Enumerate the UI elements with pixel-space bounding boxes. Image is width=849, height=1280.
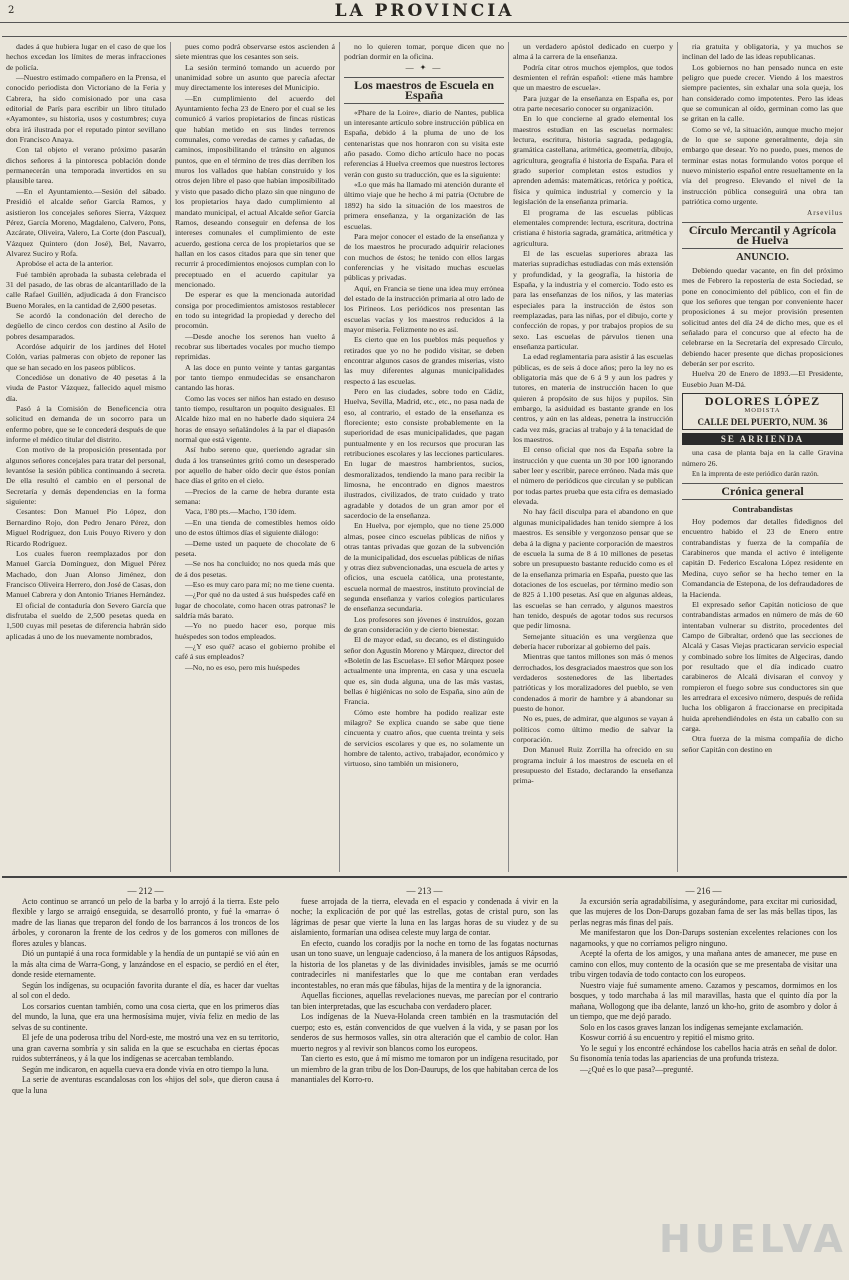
- paragraph: —¿Qué es lo que pasa?—pregunté.: [580, 1064, 694, 1074]
- paragraph: La sesión terminó tomando un acuerdo por unanimidad sobre un asunto que parecía afectar muy directamente los intereses del Municipio.: [175, 62, 335, 93]
- paragraph: No hay fácil disculpa para el abandono en que algunas municipalidades han tenido siempre á los maestros. Es sensible y vergonzoso pensar que se deba á la digna y paciente corporación de maestros de escuela la suma de 8 á 10 millones de pesetas sobre un presupuesto bastante reducido como es el de la enseñanza primaria en España, puesto que las dotaciones de los escuelas, por término medio son de 825 á 1.100 pesetas. Así que en algunas aldeas, las escuelas se han cerrado, y algunos maestros han tenido, después de agotar todos sus recursos que pedir limosna.: [513, 507, 673, 631]
- arrienda-banner: SE ARRIENDA: [682, 433, 843, 445]
- paragraph: Para mejor conocer el estado de la enseñanza y de los maestros he procurado adquirir relaciones con muchos de éstos; he tenido con ellos largas conferencias y he visitado muchas escuelas públicas y privadas.: [344, 231, 504, 283]
- paragraph: La serie de aventuras escandalosas con los «hijos del sol», que dieron causa á que la luna: [12, 1075, 279, 1095]
- folletin-column-1-body: [12, 897, 279, 1097]
- paragraph: El de las escuelas superiores abraza las materias supradichas estudiadas con más extensión y profundidad, y la geografía, la historia de España, y la industria y el comercio. Todo esto es para las enseñanzas de los niños, y las materias especiales para la instrucción de éstos son reemplazadas, para las niñas, por el dibujo, corte y confección de ropas, y por trabajos propios de su sexo. Las escuelas de párvulos tienen una enseñanza particular.: [513, 248, 673, 351]
- paragraph: fuese arrojada de la tierra, elevada en el espacio y condenada á vivir en la noche; la explicación de por qué las estrellas, gotas de cristal puro, son las lágrimas de pesar que vierte la luna en las largas horas de su viudez y de su aislamiento, formarían una odisea celeste muy larga de contar.: [291, 896, 558, 937]
- paragraph: Acto continuo se arrancó un pelo de la barba y lo arrojó á la tierra. Este pelo flexible y largo se arraigó enseguida, se desarrolló pronto, y fué la «marra» ó madre de las lianas que treparon del fondo de los barrancos á los troncos de los árboles, y coronaron la frente de los cedros y de los gomeros con millones de flores azules y blancas.: [12, 896, 279, 948]
- paragraph: —Eso es muy caro para mí; no me tiene cuenta.: [185, 579, 335, 589]
- paragraph: Con tal objeto el verano próximo pasarán dichos señores á la pintoresca población donde permanecerán una temporada invertidos en su plausible tarea.: [6, 145, 166, 186]
- paragraph: El censo oficial que nos da España sobre la instrucción y que cuenta un 30 por 100 ignorando saber leer y escribir, parece erróneo. Nada más que el número de periódicos que circulan y se publican por todas partes prueba que esta cifra es demasiado elevada.: [513, 445, 673, 507]
- paragraph: —Yo no puedo hacer eso, porque mis huéspedes son todos empleados.: [175, 621, 335, 641]
- paragraph: Los cuales fueron reemplazados por don Manuel García Domínguez, don Miguel Pérez Machado, don Juan Alonso Jiménez, don Francisco Oliveira Herrero, don José de Casas, don Manuel Cabrera y don Antonio Trianes Hernández.: [6, 548, 167, 600]
- folletin-column-2: [285, 886, 564, 1274]
- paragraph: Los gobiernos no han pensado nunca en este peligro que puede crecer. Viendo á los maestros siempre pacientes, sin exhalar una sola queja, los han considerado como impotentes. Pero las ideas que se comunican al oído, germinan como las que se gritan en la calle.: [682, 62, 843, 124]
- paragraph: Aprobóse el acta de la anterior.: [16, 259, 113, 269]
- paragraph: Podría citar otros muchos ejemplos, que todos desmienten el refrán español: «tiene más hambre que un maestro de escuela».: [513, 62, 673, 93]
- paragraph: Para juzgar de la enseñanza en España es, por otra parte necesario conocer su organización.: [513, 93, 673, 114]
- paragraph: No es, pues, de admirar, que algunos se vayan á políticos como último medio de salvar la corporación.: [513, 714, 673, 745]
- paragraph: Cesantes: Don Manuel Pío López, don Bernardino Rojo, don Pedro Jenaro Pérez, don Miguel Rodríguez, don Luis Pouyo Rivero y don Ricardo Rodríguez.: [6, 507, 166, 548]
- cronica-heading: Crónica general: [682, 483, 843, 499]
- paragraph: Los indígenas de la Nueva-Holanda creen también en la trasmutación del cuerpo; esto es, están convencidos de que vuelven á la vida, y se pasan por los senderos de sus hermosos valles, sin otra alteración que el cambio de color. Han muerto negros y al revivir son blancos como los europeos.: [291, 1012, 558, 1053]
- arrienda-text: una casa de planta baja en la calle Gravina número 26.: [682, 448, 843, 468]
- paragraph: Me manifestaron que los Don-Darups sostenían excelentes relaciones con los nagarnooks, y que no corríamos peligro ninguno.: [570, 928, 837, 948]
- paragraph: Pero en las ciudades, sobre todo en Cádiz, Huelva, Sevilla, Madrid, etc., etc., no pasa nada de eso, al contrario, el estado de la enseñanza es floreciente; esto consiste probablemente en la superioridad de esas municipalidades, que pagan puntualmente y en los recursos que procuran las retribuciones escolares y las lecciones particulares. En lugar de maestros hambrientos, sucios, desmoralizados, tendiendo la mano para recibir la limosna, he encontrado en dignos maestros ilustrados, civilizados, de trato cuidado y trato agradable y dotados de un gran amor por el sacerdocio de la enseñanza.: [344, 387, 504, 521]
- paragraph: Huelva 20 de Enero de 1893.—El Presidente, Eusebio Juan M-Dá.: [682, 369, 843, 389]
- paragraph: Acepté la oferta de los amigos, y una mañana antes de amanecer, me puse en camino con ellos, muy contento de la ocasión que se me presentaba de visitar una tribu virgen todavía de todo contacto con los europeos.: [570, 949, 837, 979]
- header-rule: [2, 36, 847, 37]
- column-1-body: [6, 42, 166, 642]
- folletin-page-number: — 216 —: [685, 886, 722, 896]
- paragraph: Según los indígenas, su ocupación favorita durante el día, es hacer dar vueltas al sol con el dedo.: [12, 980, 279, 1000]
- paragraph: Ja excursión sería agradabilísima, y asegurándome, para excitar mi curiosidad, que las mujeres de los Don-Darups gozaban fama de ser las más bellas tipos, las perlas negras más finas del país.: [570, 896, 837, 927]
- column-4: [509, 42, 678, 872]
- paragraph: Hoy podemos dar detalles fidedignos del encuentro habido el 23 de Enero entre contrabandistas y fuerza de la compañía de Carabineros que manda el activo é inteligente capitán D. Federico Escalona López residente en Medina, cuyo señor se ha hecho temer en la Comandancia de Estepona, de los defraudadores de la Hacienda.: [682, 517, 843, 599]
- column-3: [340, 42, 509, 872]
- folletin-column-2-body: [291, 897, 558, 1086]
- column-5: [678, 42, 847, 872]
- folletin-column-3: [564, 886, 847, 1274]
- folletin-rule: [2, 876, 847, 878]
- paragraph: Los profesores son jóvenes é instruídos, gozan de gran consideración y de cierto bienestar.: [344, 614, 504, 634]
- column-5-body: [682, 42, 843, 208]
- paragraph: Vaca, 1'80 pts.—Macho, 1'30 ídem.: [185, 507, 297, 517]
- advert-name: DOLORES LÓPEZ: [704, 394, 821, 408]
- ornament-divider: — ✦ —: [405, 62, 443, 72]
- paragraph: «Lo que más ha llamado mi atención durante el último viaje que he hecho á mi patria (Octubre de 1892) ha sido la situación de los maestros de primera enseñanza, y la organización de las escuelas.: [344, 180, 504, 231]
- advert-address: CALLE DEL PUERTO, NUM. 36: [697, 416, 828, 427]
- paragraph: «Phare de la Loire», diario de Nantes, publica un interesante artículo sobre instrucción pública en España, debido á la pluma de uno de los centenaristas que nos honraron con su visita este año pasado. Como dicho artículo hace no pocas referencias á Huelva creemos que nuestros lectores verán con gusto su traducción, que es la siguiente:: [344, 107, 504, 179]
- paragraph: Otra fuerza de la misma compañía de dicho señor Capitán con destino en: [682, 734, 843, 754]
- paragraph: —En el Ayuntamiento.—Sesión del sábado. Presidió el alcalde señor García Ramos, y asistieron los concejales señores Sierra, Vázquez Pérez, García Moreno, Magdaleno, Calvero, Pons, Azcárate, Oliveira, Valero, La Corte (don Pascual), Vázquez Quintero (don José), Bel, Navarro, Alvarez Suciro y Rofa.: [6, 186, 166, 258]
- paragraph: Debiendo quedar vacante, en fin del próximo mes de Febrero la repostería de esta Sociedad, se pone en conocimiento del público, con el fin de que los señores que tengan por conveniente hacer proposiciones á su mejor provisión presenten solicitud antes del día 24 de dicho mes, que es el señalado para el concurso que al efecto ha de celebrarse en la Secretaría del expresado Círculo, debiendo hacer presente que dichas proposiciones deberán ser por escrito.: [682, 265, 843, 368]
- paragraph: —Nuestro estimado compañero en la Prensa, el conocido periodista don Victoriano de la Feria y Cabrera, ha sido comisionado por una casa editorial de París para escribir un libro titulado «Ayamonte», su historia, usos y costumbres; cuya obra irá ilustrada por el reputado pintor sevillano don Francisco Anaya.: [6, 73, 166, 145]
- newspaper-title: LA PROVINCIA: [334, 1, 515, 21]
- paragraph: —¿Y eso qué? acaso el gobierno prohibe el café á sus empleados?: [175, 641, 335, 662]
- paragraph: dades á que hubiera lugar en el caso de que los hechos excedan los límites de meras infracciones de policía.: [6, 42, 166, 72]
- paragraph: Aquellas ficciones, aquellas revelaciones nuevas, me parecían por el contrario tan bien interpretadas, que las escuchaba con verdadero placer.: [291, 991, 558, 1011]
- paragraph: El jefe de una poderosa tribu del Nord-este, me mostró una vez en su territorio, una gran caverna sombría y sin salida en la que se escuchaba en ciertas épocas ruidos subterráneos, y á la que los indígenas se acercaban temblando.: [12, 1033, 279, 1063]
- paragraph: —En cumplimiento del acuerdo del Ayuntamiento fecha 23 de Enero por el cual se les comunicó á varios propietarios de fincas rústicas que habían metido en sus lindes terrenos comunales, como veredas de carnes y cañadas, de caminos, imposibilitando el tránsito en algunos puntos, que en el término de tres días derriben los muros los vallados que habían construido y los otros dejen libre el paso que habían imposibilitado y visto que pasado dicho plazo sin que ninguno de los propietarios haya dado cumplimiento al mandato municipal, el actual Alcalde señor García Ramos, deseando conseguir en defensa de los intereses comunales el cumplimiento de este acuerdo, gestiona cerca de los propietarios que se hallan en los casos citados para que sin tener que recurrir á procedimientos enojosos cumplan con lo preceptuado en el acuerdo capitular ya mencionado.: [175, 93, 335, 289]
- column-2-body: [175, 42, 335, 673]
- paragraph: —No, no es eso, pero mis huéspedes: [185, 662, 300, 672]
- folletin-page-number: — 212 —: [127, 886, 164, 896]
- masthead: [0, 0, 849, 23]
- paragraph: ria gratuita y obligatoria, y ya muchos se inclinan del lado de las ideas republicanas.: [682, 42, 843, 62]
- paragraph: Dió un puntapié á una roca formidable y la hendía de un puntapié se vió aún en la más alta cima de Warra-Gong, y lanzándose en el espacio, se perdió en el éter, donde reside eternamente.: [12, 949, 279, 979]
- paragraph: Aquí, en Francia se tiene una idea muy errónea del estado de la instrucción primaria al otro lado de los Pirineos. Los periódicos nos presentan las escuelas vacías y los maestros reducidos á la mayor miseria. Felizmente no es así.: [344, 283, 504, 334]
- column-3-body: [344, 108, 504, 770]
- paragraph: Yo le seguí y los encontré echándose los cabellos hacia atrás en señal de dolor. Su fisonomía tenía todas las apariencias de una profunda tristeza.: [570, 1043, 837, 1063]
- paragraph: —Precios de la carne de hebra durante esta semana:: [175, 486, 335, 507]
- advert-trade: MODISTA: [744, 407, 781, 415]
- paragraph: Fué también aprobada la subasta celebrada el 31 del pasado, de las obras de alcantarillado de la calle Rafael Guillén, adjudicada á don Francisco Bueno Morales, en la cantidad de 2,600 pesetas.: [6, 269, 166, 310]
- paragraph: Solo en los casos graves lanzan los indígenas semejante exclamación.: [580, 1022, 804, 1032]
- paragraph: El de mayor edad, su decano, es el distinguido señor don Agustín Moreno y Márquez, director del «Boletín de las Escuelas». El señor Márquez posee actualmente una imprenta, en casa y una escuela que es, sin duda alguna, una de las más vastas, bellas é higiénicas no solo de España, sino aún de Francia.: [344, 635, 504, 707]
- paragraph: Concedióse un donativo de 40 pesetas á la viuda de Pastor Vázquez, fallecido aquel mismo día.: [6, 373, 166, 403]
- paragraph: —Desde anoche los serenos han vuelto á recobrar sus libertades vocales por mucho tiempo reprimidas.: [175, 331, 335, 362]
- paragraph: Tan cierto es esto, que á mí mismo me tomaron por un indígena resucitado, por un miembro de la gran tribu de los Don-Daurups, de los que habitaban cerca de los manantiales del Korro-ro.: [291, 1054, 558, 1084]
- main-columns: [2, 42, 847, 872]
- advert-dolores-lopez: [682, 393, 843, 430]
- column-4-body: [513, 42, 673, 787]
- paragraph: Como se vé, la situación, aunque mucho mejor de lo que se supone generalmente, deja sin embargo que desear. Yo no puedo, pues, menos de terminar estas notas formulando votos porque el nuevo ministerio español entre resueltamente en la vía del progreso. Elevando el nivel de la instrucción pública conseguirá una obra tan patriótica como urgente.: [682, 124, 843, 207]
- column-2: [171, 42, 340, 872]
- circulo-heading: Círculo Mercantil y Agrícola de Huelva: [682, 222, 843, 249]
- paragraph: A las doce en punto veinte y tantas gargantas por tanto tiempo enmudecidas se ensancharon cantando las horas.: [175, 362, 335, 393]
- arrienda-info: En la imprenta de este periódico darán razón.: [692, 470, 819, 479]
- paragraph: En Huelva, por ejemplo, que no tiene 25.000 almas, posee cinco escuelas públicas de niños y otras tantas privadas que gozan de la subvención de la municipalidad, dos escuelas públicas de niñas y otras diez subvencionadas, una escuela de artes y oficios, una escuela católica, una protestante, escuela normal de maestros, instituto provincial de segunda enseñanza y varios colegios particulares de enseñanza secundaria.: [344, 521, 504, 614]
- folletin-column-1: [6, 886, 285, 1274]
- paragraph: un verdadero apóstol dedicado en cuerpo y alma á la carrera de la enseñanza.: [513, 42, 673, 62]
- folletin-section: [6, 886, 847, 1274]
- paragraph: —Se nos ha concluido; no nos queda más que de á dos pesetas.: [175, 559, 335, 579]
- paragraph: Los corsarios cuentan también, como una cosa cierta, que en los primeros días del mundo, la luna, que era una hermosísima mujer, vivía feliz en medio de las selvas de su continente.: [12, 1001, 279, 1032]
- paragraph: Es cierto que en los pueblos más pequeños y retirados que yo no he podido visitar, se deben encontrar algunos casos de grandes miserias, visto las muy diferentes algunas municipalidades respecto á las escuelas.: [344, 335, 504, 386]
- paragraph: Koswur corrió á su encuentro y repitió el mismo grito.: [580, 1033, 755, 1042]
- article-signature: Arsevilus: [807, 208, 843, 217]
- anuncio-heading: ANUNCIO.: [736, 251, 789, 263]
- cronica-body: [682, 517, 843, 755]
- column-3-intro: no lo quieren tomar, porque dicen que no podrían dormir en la oficina.: [344, 42, 504, 62]
- paragraph: Se acordó la condonación del derecho de degüello de cinco cerdos con destino al Asilo de pobres desamparados.: [6, 310, 166, 341]
- paragraph: En efecto, cuando los coradjis por la noche en torno de las fogatas nocturnas usan un tono suave, un lenguaje cadencioso, á la manera de los antiguos Rápsodas, la historia de los planetas y de las divinidades invisibles, jamás se me ocurrió contradecirles ni manifestarles que lo que me contaban eran verdades incontestables, no eran más que fábulas, hijas de la mentira y de la ignorancia.: [291, 938, 558, 990]
- column-1: [2, 42, 171, 872]
- paragraph: En lo que concierne al grado elemental los maestros estudian en las escuelas normales: lectura, escritura, historia sagrada, pedagogía, gramática castellana, aritmética, geometría, dibujo, agricultura, geografía é historia de España. Para el grado superior completan estos estudios y aprenden además: matemáticas, retórica y poética, física y química industrial y comercio y la legislación de la enseñanza primaria.: [513, 114, 673, 207]
- article-heading-maestros: Los maestros de Escuela en España: [344, 77, 504, 104]
- folletin-page-number: — 213 —: [406, 886, 443, 896]
- paragraph: Don Manuel Ruiz Zorrilla ha ofrecido en su programa incluir á los maestros de escuela en el presupuesto del Estado, declarando la enseñanza prima-: [513, 745, 673, 786]
- paragraph: De esperar es que la mencionada autoridad consiga por procedimientos amistosos restablecer en todo su integridad la propiedad y derecho del procomún.: [175, 290, 335, 331]
- contrabandistas-heading: Contrabandistas: [732, 503, 793, 514]
- paragraph: Semejante situación es una vergüenza que debería hacer ruborizar al gobierno del país.: [513, 631, 673, 651]
- paragraph: Como las voces ser niños han estado en desuso tanto tiempo, resultaron un poquito desiguales. El Alcalde hizo mal en no haberle dado siquiera 24 horas de ensayo señalándoles á la par el diapasón normal que está vigente.: [175, 393, 335, 445]
- folletin-column-3-body: [570, 897, 837, 1076]
- paragraph: El expresado señor Capitán noticioso de que contrabandistas armados en número de más de 60 intentaban vulnerar su distrito, procedentes del Campo de Gibraltar, ordenó que las secciones de Alcalá y Casas Viejas practicaran servicio especial y combinado sobre los límites de Algeciras, dando por resultado que el día indicado cuatro carabineros de Alcalá divisaran el convoy y rompieron el fuego sobre sus conductores sin que les arredrara el excesivo número, después de reñida lucha los obligaron á fraccionarse en precipitada huida aprehendiéndoles en ésta un caballo con su carga.: [682, 599, 843, 733]
- anuncio-body: [682, 266, 843, 390]
- paragraph: La edad reglamentaria para asistir á las escuelas públicas, es de seis á doce años; pero la ley no es obligatoria más que de 6 á 9 y aun los padres y tutores, en materia de instrucción hacen lo que quieren á propósito de sus hijos y pupilos. Sin embargo, la asiduidad es bastante grande en los centros, y aún en las aldeas, penetra la instrucción cada vez más, gracias al trabajo y á la tenacidad de los maestros.: [513, 352, 673, 445]
- paragraph: El programa de las escuelas públicas elementales comprende: lectura, escritura, doctrina cristiana é historia sagrada, gramática, aritmética y agricultura.: [513, 207, 673, 248]
- paragraph: —En una tienda de comestibles hemos oído uno de estos últimos días el siguiente diálogo:: [175, 517, 335, 538]
- paragraph: Según me indicaron, en aquella cueva era donde vivía en otro tiempo la luna.: [22, 1064, 269, 1074]
- paragraph: Nuestro viaje fué sumamente ameno. Cazamos y pescamos, dormimos en los bosques, y todo marchaba á las mil maravillas, hasta que el quinto día por la mañana, Wollogong que iba delante, lanzó un kho-ho, grito de asombro y dolor á un tiempo, que me dejó parado.: [570, 980, 837, 1021]
- paragraph: Mientras que tantos millones son más ó menos derrochados, los desgraciados maestros que son los verdaderos sostenedores de las libertades patrióticas y los moralizadores del pueblo, se ven condenados á morir de hambre y á abandonar su puesto de honor.: [513, 652, 674, 713]
- paragraph: Cómo este hombre ha podido realizar este milagro? Se explica cuando se sabe que tiene cincuenta y cuatro años, que cuenta treinta y seis de servicios escolares y que es, no solamente un hombre de talento, activo, trabajador, económico y virtuoso, sino también un misionero,: [344, 707, 504, 769]
- page-number: 2: [8, 5, 15, 16]
- paragraph: Así hubo sereno que, queriendo agradar sin duda á los transeúntes gritó como un desesperado por aquello de haber oído decir que éstos ponían hace días el grito en el cielo.: [175, 445, 335, 486]
- paragraph: Pasó á la Comisión de Beneficencia otra solicitud en demanda de un socorro para un enfermo pobre, que se le concederá después de que informe el médico titular del distrito.: [6, 404, 166, 445]
- paragraph: Acordóse adquirir de los jardines del Hotel Colón, varias palmeras con objeto de reponer las que se han secado en los paseos públicos.: [6, 341, 166, 372]
- paragraph: —Deme usted un paquete de chocolate de 6 peseta.: [175, 538, 335, 558]
- paragraph: pues como podrá observarse estos ascienden á siete mientras que los cesantes son seis.: [175, 42, 335, 62]
- paragraph: El oficial de contaduría don Severo García que disfrutaba el sueldo de 2,500 pesetas queda en 1,500 cuyas mil pesetas de diferencia habrán sido aplicadas á uno de los nuevamente nombrados,: [6, 600, 166, 641]
- archive-watermark: HUELVA: [659, 1217, 847, 1261]
- paragraph: Con motivo de la proposición presentada por algunos señores concejales para tratar del personal, levantóse la sesión pública continuando á secreta. De ella resultó el cambio en el personal de Secretaría y demás dependencias en la forma siguiente:: [6, 445, 166, 507]
- paragraph: —¿Por qué no da usted á sus huéspedes café en lugar de chocolate, como hacen otras patronas? le saldría más barato.: [175, 590, 335, 620]
